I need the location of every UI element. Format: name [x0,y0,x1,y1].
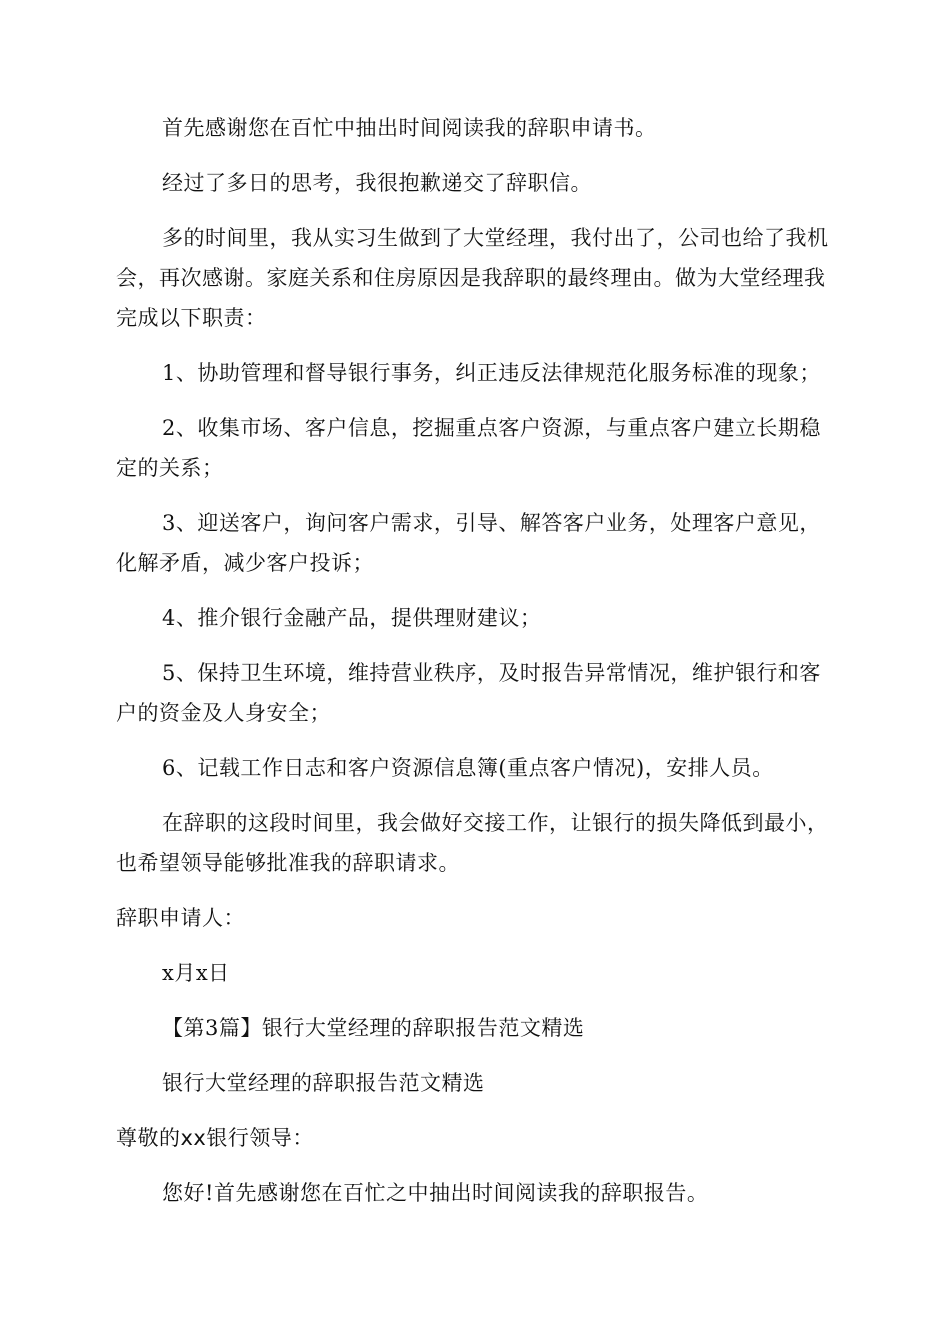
duty-item-3: 3、迎送客户，询问客户需求，引导、解答客户业务，处理客户意见，化解矛盾，减少客户投诉； [116,511,821,575]
duty-item-4: 4、推介银行金融产品，提供理财建议； [162,606,542,630]
paragraph-thanks: 首先感谢您在百忙中抽出时间阅读我的辞职申请书。 [162,116,657,140]
duty-item-1: 1、协助管理和督导银行事务，纠正违反法律规范化服务标准的现象； [162,361,821,385]
paragraph-handover: 在辞职的这段时间里，我会做好交接工作，让银行的损失降低到最小，也希望领导能够批准我的辞职请求。 [116,811,829,875]
paragraph-apology: 经过了多日的思考，我很抱歉递交了辞职信。 [162,171,592,195]
section-title: 【第3篇】银行大堂经理的辞职报告范文精选 [162,1016,585,1040]
section-subtitle: 银行大堂经理的辞职报告范文精选 [162,1071,485,1095]
salutation-prefix: 尊敬的 [116,1126,181,1150]
salutation [116,1118,834,1158]
paragraph-history: 多的时间里，我从实习生做到了大堂经理，我付出了，公司也给了我机会，再次感谢。家庭关系和住房原因是我辞职的最终理由。做为大堂经理我完成以下职责： [116,226,829,330]
duty-item-5: 5、保持卫生环境，维持营业秩序，及时报告异常情况，维护银行和客户的资金及人身安全； [116,661,821,725]
greeting-paragraph: 您好!首先感谢您在百忙之中抽出时间阅读我的辞职报告。 [162,1181,709,1205]
document-body [116,108,834,1228]
salutation-suffix: 银行领导： [206,1126,314,1150]
salutation-xx: xx [180,1126,207,1150]
duty-item-2: 2、收集市场、客户信息，挖掘重点客户资源，与重点客户建立长期稳定的关系； [116,416,821,480]
date-line: x月x日 [162,961,230,985]
applicant-label: 辞职申请人： [116,906,245,930]
duty-item-6: 6、记载工作日志和客户资源信息簿(重点客户情况)，安排人员。 [162,756,774,780]
